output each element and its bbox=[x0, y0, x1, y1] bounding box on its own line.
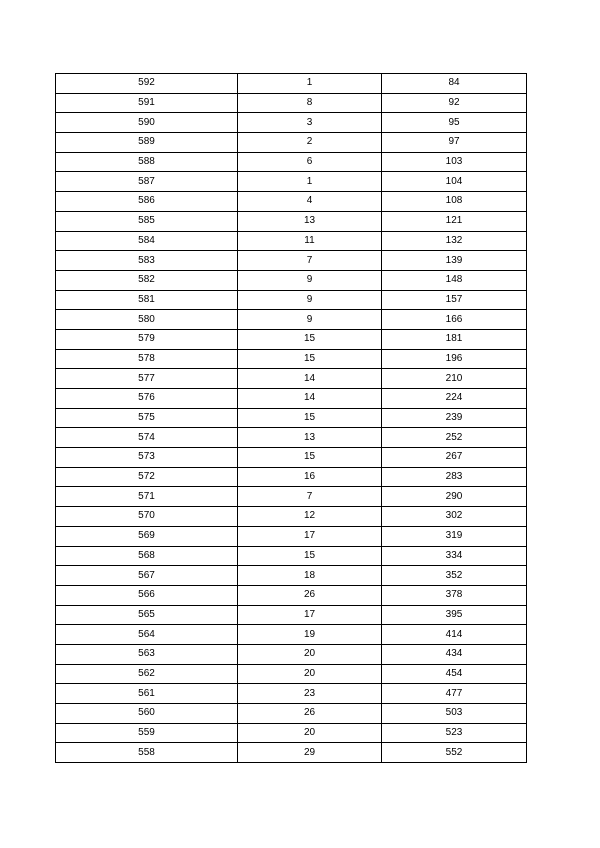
table-row bbox=[56, 192, 527, 212]
cumulative-cell: 132 bbox=[382, 231, 527, 251]
score-cell: 573 bbox=[56, 448, 238, 468]
score-cell: 561 bbox=[56, 684, 238, 704]
table-row bbox=[56, 467, 527, 487]
score-cell: 580 bbox=[56, 310, 238, 330]
score-cell: 566 bbox=[56, 585, 238, 605]
count-cell: 20 bbox=[238, 644, 382, 664]
cumulative-cell: 239 bbox=[382, 408, 527, 428]
score-cell: 576 bbox=[56, 389, 238, 409]
cumulative-cell: 523 bbox=[382, 723, 527, 743]
cumulative-cell: 302 bbox=[382, 507, 527, 527]
score-cell: 570 bbox=[56, 507, 238, 527]
score-cell: 586 bbox=[56, 192, 238, 212]
count-cell: 12 bbox=[238, 507, 382, 527]
table-row bbox=[56, 133, 527, 153]
count-cell: 1 bbox=[238, 74, 382, 94]
count-cell: 15 bbox=[238, 329, 382, 349]
table-row bbox=[56, 487, 527, 507]
count-cell: 1 bbox=[238, 172, 382, 192]
cumulative-cell: 319 bbox=[382, 526, 527, 546]
count-cell: 9 bbox=[238, 290, 382, 310]
count-cell: 13 bbox=[238, 211, 382, 231]
count-cell: 3 bbox=[238, 113, 382, 133]
table-row bbox=[56, 329, 527, 349]
count-cell: 2 bbox=[238, 133, 382, 153]
score-cell: 572 bbox=[56, 467, 238, 487]
cumulative-cell: 283 bbox=[382, 467, 527, 487]
score-cell: 578 bbox=[56, 349, 238, 369]
score-cell: 569 bbox=[56, 526, 238, 546]
score-cell: 585 bbox=[56, 211, 238, 231]
cumulative-cell: 92 bbox=[382, 93, 527, 113]
score-cell: 583 bbox=[56, 251, 238, 271]
count-cell: 7 bbox=[238, 251, 382, 271]
table-body bbox=[56, 74, 527, 763]
table-row bbox=[56, 704, 527, 724]
table-row bbox=[56, 211, 527, 231]
score-cell: 588 bbox=[56, 152, 238, 172]
count-cell: 26 bbox=[238, 704, 382, 724]
score-cell: 559 bbox=[56, 723, 238, 743]
cumulative-cell: 157 bbox=[382, 290, 527, 310]
cumulative-cell: 210 bbox=[382, 369, 527, 389]
count-cell: 14 bbox=[238, 389, 382, 409]
score-cell: 577 bbox=[56, 369, 238, 389]
cumulative-cell: 454 bbox=[382, 664, 527, 684]
table-row bbox=[56, 389, 527, 409]
cumulative-cell: 196 bbox=[382, 349, 527, 369]
score-cell: 587 bbox=[56, 172, 238, 192]
cumulative-cell: 97 bbox=[382, 133, 527, 153]
table-row bbox=[56, 74, 527, 94]
cumulative-cell: 104 bbox=[382, 172, 527, 192]
cumulative-cell: 166 bbox=[382, 310, 527, 330]
count-cell: 8 bbox=[238, 93, 382, 113]
cumulative-cell: 414 bbox=[382, 625, 527, 645]
table-row bbox=[56, 290, 527, 310]
score-distribution-table bbox=[55, 73, 527, 763]
score-cell: 563 bbox=[56, 644, 238, 664]
table-row bbox=[56, 349, 527, 369]
score-cell: 582 bbox=[56, 270, 238, 290]
score-cell: 584 bbox=[56, 231, 238, 251]
score-cell: 591 bbox=[56, 93, 238, 113]
table-row bbox=[56, 585, 527, 605]
score-cell: 558 bbox=[56, 743, 238, 763]
table-row bbox=[56, 684, 527, 704]
table-row bbox=[56, 172, 527, 192]
table-row bbox=[56, 251, 527, 271]
cumulative-cell: 139 bbox=[382, 251, 527, 271]
cumulative-cell: 148 bbox=[382, 270, 527, 290]
table-row bbox=[56, 310, 527, 330]
count-cell: 19 bbox=[238, 625, 382, 645]
score-cell: 567 bbox=[56, 566, 238, 586]
count-cell: 29 bbox=[238, 743, 382, 763]
cumulative-cell: 84 bbox=[382, 74, 527, 94]
table-row bbox=[56, 723, 527, 743]
cumulative-cell: 181 bbox=[382, 329, 527, 349]
table-row bbox=[56, 152, 527, 172]
count-cell: 15 bbox=[238, 448, 382, 468]
score-cell: 565 bbox=[56, 605, 238, 625]
table-row bbox=[56, 644, 527, 664]
cumulative-cell: 252 bbox=[382, 428, 527, 448]
count-cell: 11 bbox=[238, 231, 382, 251]
count-cell: 17 bbox=[238, 605, 382, 625]
count-cell: 20 bbox=[238, 664, 382, 684]
count-cell: 6 bbox=[238, 152, 382, 172]
table-row bbox=[56, 428, 527, 448]
cumulative-cell: 477 bbox=[382, 684, 527, 704]
score-cell: 571 bbox=[56, 487, 238, 507]
cumulative-cell: 108 bbox=[382, 192, 527, 212]
table-row bbox=[56, 566, 527, 586]
cumulative-cell: 224 bbox=[382, 389, 527, 409]
table-row bbox=[56, 270, 527, 290]
table-row bbox=[56, 743, 527, 763]
count-cell: 13 bbox=[238, 428, 382, 448]
table-row bbox=[56, 507, 527, 527]
count-cell: 18 bbox=[238, 566, 382, 586]
cumulative-cell: 103 bbox=[382, 152, 527, 172]
count-cell: 16 bbox=[238, 467, 382, 487]
count-cell: 15 bbox=[238, 408, 382, 428]
table-row bbox=[56, 231, 527, 251]
cumulative-cell: 552 bbox=[382, 743, 527, 763]
count-cell: 9 bbox=[238, 270, 382, 290]
score-cell: 592 bbox=[56, 74, 238, 94]
cumulative-cell: 352 bbox=[382, 566, 527, 586]
cumulative-cell: 378 bbox=[382, 585, 527, 605]
count-cell: 23 bbox=[238, 684, 382, 704]
score-cell: 562 bbox=[56, 664, 238, 684]
cumulative-cell: 503 bbox=[382, 704, 527, 724]
count-cell: 17 bbox=[238, 526, 382, 546]
score-cell: 575 bbox=[56, 408, 238, 428]
score-cell: 568 bbox=[56, 546, 238, 566]
count-cell: 4 bbox=[238, 192, 382, 212]
table-row bbox=[56, 93, 527, 113]
cumulative-cell: 267 bbox=[382, 448, 527, 468]
count-cell: 20 bbox=[238, 723, 382, 743]
score-cell: 560 bbox=[56, 704, 238, 724]
count-cell: 7 bbox=[238, 487, 382, 507]
table-row bbox=[56, 625, 527, 645]
score-cell: 589 bbox=[56, 133, 238, 153]
count-cell: 15 bbox=[238, 546, 382, 566]
cumulative-cell: 121 bbox=[382, 211, 527, 231]
count-cell: 9 bbox=[238, 310, 382, 330]
table-row bbox=[56, 664, 527, 684]
score-cell: 581 bbox=[56, 290, 238, 310]
cumulative-cell: 290 bbox=[382, 487, 527, 507]
cumulative-cell: 95 bbox=[382, 113, 527, 133]
table-row bbox=[56, 113, 527, 133]
table-row bbox=[56, 546, 527, 566]
table-row bbox=[56, 526, 527, 546]
cumulative-cell: 334 bbox=[382, 546, 527, 566]
table-row bbox=[56, 448, 527, 468]
count-cell: 26 bbox=[238, 585, 382, 605]
cumulative-cell: 434 bbox=[382, 644, 527, 664]
table-row bbox=[56, 605, 527, 625]
score-cell: 579 bbox=[56, 329, 238, 349]
table-row bbox=[56, 408, 527, 428]
count-cell: 15 bbox=[238, 349, 382, 369]
score-cell: 574 bbox=[56, 428, 238, 448]
table-row bbox=[56, 369, 527, 389]
cumulative-cell: 395 bbox=[382, 605, 527, 625]
score-cell: 590 bbox=[56, 113, 238, 133]
score-cell: 564 bbox=[56, 625, 238, 645]
count-cell: 14 bbox=[238, 369, 382, 389]
